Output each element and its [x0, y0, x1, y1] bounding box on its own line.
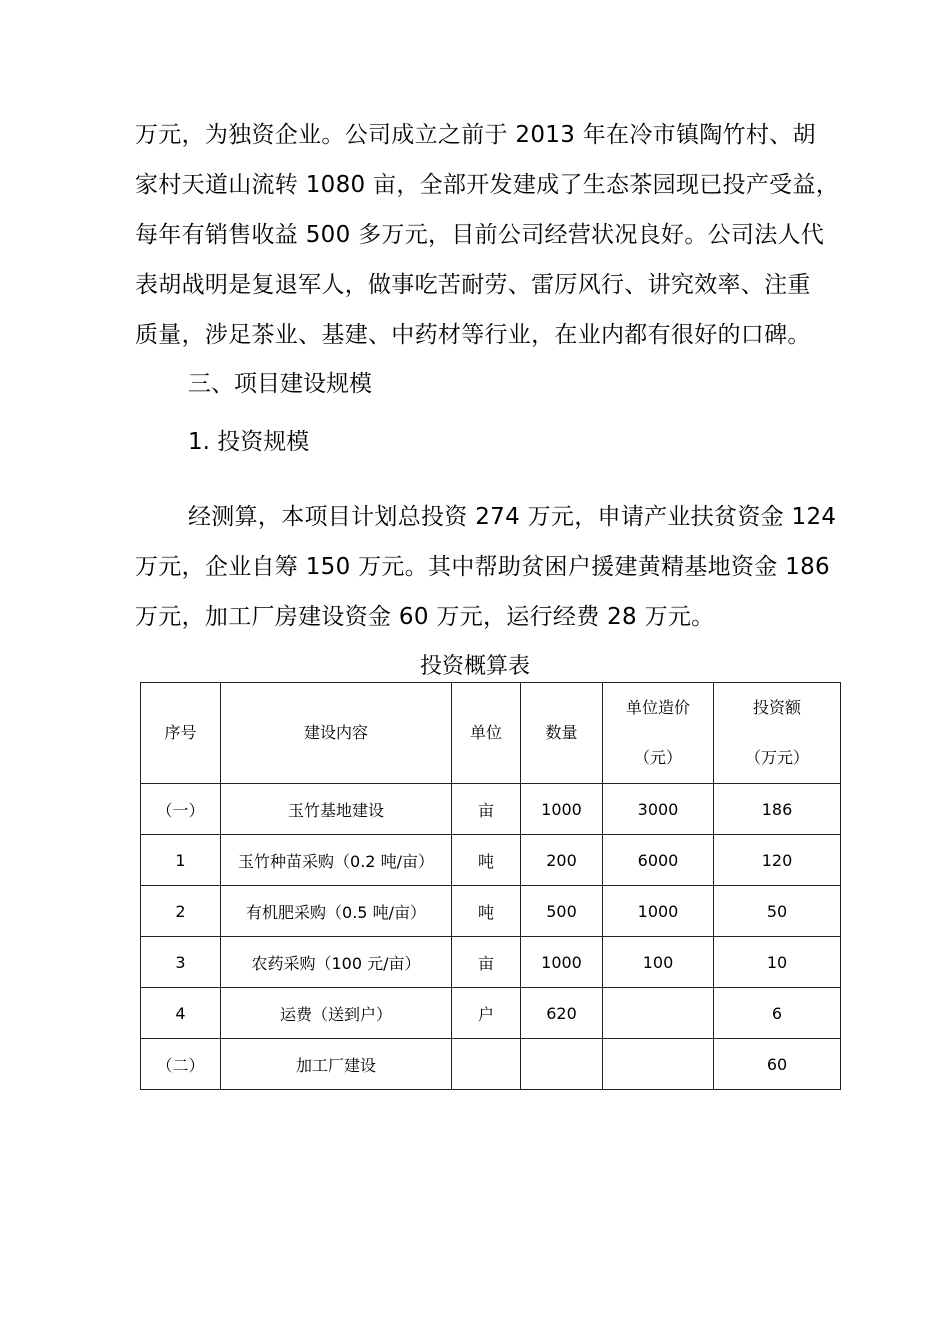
- cell-amount: 186: [714, 784, 841, 835]
- cell-no: 2: [141, 886, 221, 937]
- intro-paragraph: [135, 110, 845, 360]
- cell-price: 1000: [603, 886, 714, 937]
- text-line: 表胡战明是复退军人，做事吃苦耐劳、雷厉风行、讲究效率、注重: [135, 272, 811, 298]
- cell-qty: 500: [521, 886, 603, 937]
- cell-amount: 50: [714, 886, 841, 937]
- text-line: 经测算，本项目计划总投资 274 万元，申请产业扶贫资金 124: [188, 504, 837, 530]
- text-line: 万元，企业自筹 150 万元。其中帮助贫困户援建黄精基地资金 186: [135, 554, 830, 580]
- cell-qty: [521, 1039, 603, 1090]
- text-line: 家村天道山流转 1080 亩，全部开发建成了生态茶园现已投产受益，: [135, 172, 840, 198]
- header-no: 序号: [141, 683, 221, 784]
- cell-unit: 亩: [452, 937, 521, 988]
- text-line: 万元，加工厂房建设资金 60 万元，运行经费 28 万元。: [135, 604, 715, 630]
- text-line: 每年有销售收益 500 多万元，目前公司经营状况良好。公司法人代: [135, 222, 825, 248]
- text-line: 质量，涉足茶业、基建、中药材等行业，在业内都有很好的口碑。: [135, 322, 811, 348]
- cell-qty: 1000: [521, 784, 603, 835]
- cell-content: 加工厂建设: [221, 1039, 452, 1090]
- header-price: [603, 683, 714, 784]
- table-row: [141, 886, 841, 937]
- cell-unit: 吨: [452, 835, 521, 886]
- budget-table: [140, 682, 841, 1090]
- cell-unit: [452, 1039, 521, 1090]
- header-price-unit: （元）: [633, 748, 682, 767]
- cell-price: [603, 988, 714, 1039]
- cell-qty: 200: [521, 835, 603, 886]
- header-content: 建设内容: [221, 683, 452, 784]
- cell-price: 100: [603, 937, 714, 988]
- cell-amount: 60: [714, 1039, 841, 1090]
- header-amount-unit: （万元）: [744, 748, 809, 767]
- cell-price: 6000: [603, 835, 714, 886]
- table-row: [141, 835, 841, 886]
- cell-price: [603, 1039, 714, 1090]
- cell-amount: 6: [714, 988, 841, 1039]
- cell-price: 3000: [603, 784, 714, 835]
- cell-unit: 吨: [452, 886, 521, 937]
- cell-content: 玉竹基地建设: [221, 784, 452, 835]
- header-price-label: 单位造价: [625, 698, 690, 717]
- cell-no: （一）: [141, 784, 221, 835]
- cell-amount: 120: [714, 835, 841, 886]
- cell-content: 玉竹种苗采购（0.2 吨/亩）: [221, 835, 452, 886]
- cell-no: （二）: [141, 1039, 221, 1090]
- cell-content: 农药采购（100 元/亩）: [221, 937, 452, 988]
- cell-no: 1: [141, 835, 221, 886]
- section-heading: 三、项目建设规模: [188, 371, 372, 397]
- header-unit: 单位: [452, 683, 521, 784]
- header-qty: 数量: [521, 683, 603, 784]
- table-title: 投资概算表: [419, 654, 530, 679]
- cell-content: 运费（送到户）: [221, 988, 452, 1039]
- subsection-heading: 1. 投资规模: [188, 429, 310, 455]
- cell-no: 4: [141, 988, 221, 1039]
- cell-unit: 户: [452, 988, 521, 1039]
- cell-no: 3: [141, 937, 221, 988]
- investment-paragraph: [135, 492, 845, 642]
- cell-qty: 620: [521, 988, 603, 1039]
- cell-content: 有机肥采购（0.5 吨/亩）: [221, 886, 452, 937]
- cell-amount: 10: [714, 937, 841, 988]
- cell-qty: 1000: [521, 937, 603, 988]
- cell-unit: 亩: [452, 784, 521, 835]
- table-row: [141, 937, 841, 988]
- table-row: [141, 784, 841, 835]
- table-row: [141, 988, 841, 1039]
- table-header-row: [141, 683, 841, 784]
- table-row: [141, 1039, 841, 1090]
- text-line: 万元，为独资企业。公司成立之前于 2013 年在冷市镇陶竹村、胡: [135, 122, 816, 148]
- header-amount-label: 投资额: [752, 698, 801, 717]
- header-amount: [714, 683, 841, 784]
